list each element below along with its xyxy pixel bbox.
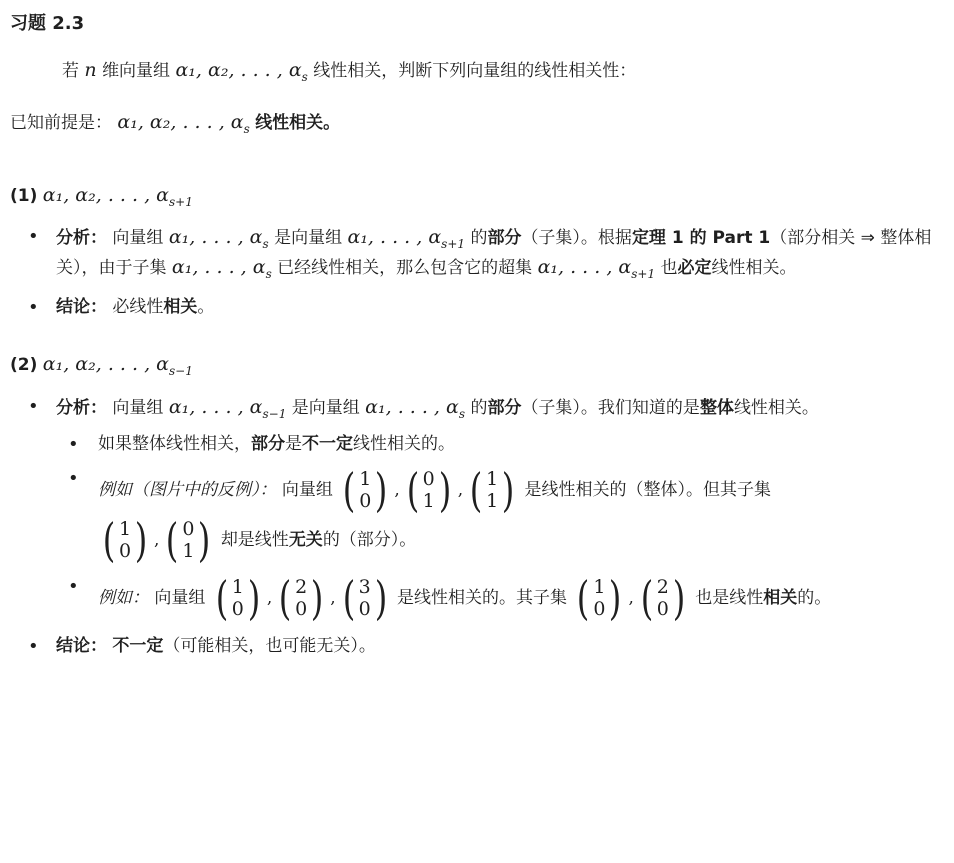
premise: 已知前提是： α₁, α₂, . . . , $\alpha_s$ 线性相关。 [10,111,341,137]
vector-matrix: ( 3 0 ) [342,571,387,626]
section-1 [10,181,938,321]
section-2-heading: (2) α₁, α₂, . . . , $\alpha_{s-1}$ [10,353,193,378]
section-2-conclusion: • 结论： 不一定（可能相关，也可能无关）。 [56,633,938,659]
vector-matrix: ( 2 0 ) [278,571,324,626]
math-n: n [84,58,97,81]
vector-matrix: ( 1 0 ) [343,463,388,518]
exercise-title: 习题 2.3 [10,13,85,34]
section-1-heading: (1) α₁, α₂, . . . , $\alpha_{s+1}$ [10,183,193,209]
section-2-example-1: • 例如（图片中的反例）： 向量组 ( 1 0 ) , ( 0 1 ) , ( 1 1 ) 是线性相关的（整体）。但其子集 ( 1 0 ) , ( 0 1 ) 却是线性无关的（部分）。 [98,465,938,565]
vector-matrix: ( 2 0 ) [640,571,686,626]
vector-matrix: ( 1 0 ) [102,513,148,568]
section-2-example-2: • 例如： 向量组 ( 1 0 ) , ( 2 0 ) , ( 3 0 ) 是线性相关的。其子集 ( 1 0 ) , ( 2 0 ) 也是线性相关的。 [98,573,938,623]
vector-matrix: ( 1 0 ) [577,571,622,626]
section-1-analysis: • 分析： 向量组 α₁, . . . , $\alpha_s$ 是向量组 α₁, . . . , $\alpha_{s+1}$ 的部分（子集）。根据定理 1 的 Part 1（部分相关 ⇒ 整体相关），由于子集 α₁, . . . , $\alpha_s$ 已经线性相关，那么包含它的超集 α₁, . . . , $\alpha_{s+1}$ 也必定线性相关。 [56,223,938,284]
section-2-analysis: • 分析： 向量组 α₁, . . . , $\alpha_{s-1}$ 是向量组 α₁, . . . , $\alpha_s$ 的部分（子集）。我们知道的是整体线性相关。 • 如果整体线性相关，部分是不一定线性相关的。 • 例如（图片中的反例）： 向量组 ( 1 0 ) , ( 0 1 ) , ( 1 1 ) 是线性相关的（整体）。但其子集 ( 1 0 ) , ( 0 1 ) 却是线性无关的（部分）。 • 例如： 向量组 ( 1 0 ) , ( 2 0 ) , ( 3 0 ) 是线性相关的。其子集 ( 1 0 ) , ( 2 0 ) 也是线性相关的。 [56,393,938,624]
math-vector-set: α₁, α₂, . . . , $\alpha_s$ [175,58,308,84]
vector-matrix: ( 1 0 ) [215,571,261,626]
vector-matrix: ( 1 1 ) [469,463,515,518]
section-2 [10,350,938,659]
problem-statement: 若 n 维向量组 α₁, α₂, . . . , $\alpha_s$ 线性相关，判断下列向量组的线性相关性： [62,58,637,84]
vector-matrix: ( 0 1 ) [166,513,211,568]
section-1-conclusion: • 结论： 必线性相关。 [56,294,938,320]
math-vector-set: α₁, α₂, . . . , $\alpha_s$ [117,111,250,137]
vector-matrix: ( 0 1 ) [406,463,452,518]
section-2-point-1: • 如果整体线性相关，部分是不一定线性相关的。 [98,431,938,457]
